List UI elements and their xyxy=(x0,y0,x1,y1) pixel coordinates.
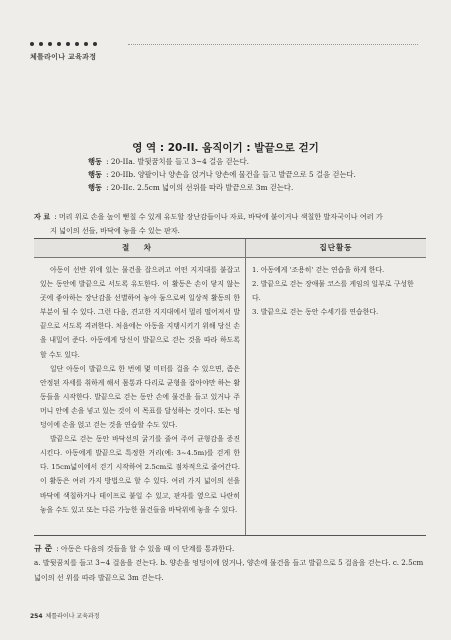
header-divider xyxy=(128,44,418,45)
behavior-item xyxy=(88,181,356,194)
behavior-text: : 20-IIb. 양팔이나 양손을 얹거나 양손에 물건을 들고 발끝으로 5 걸음 걷는다. xyxy=(106,170,356,179)
criteria-intro: : 아동은 다음의 것들을 할 수 있을 때 이 단계를 통과한다. xyxy=(56,544,235,553)
group-activity-item: 2. 발끝으로 걷는 장애물 코스를 게임의 일부로 구성한다. xyxy=(252,280,414,303)
behavior-label: 행동 xyxy=(88,183,103,192)
activity-table xyxy=(34,238,426,536)
behavior-label: 행동 xyxy=(88,157,103,166)
group-activity-list xyxy=(252,263,422,319)
materials-text-line1: : 머리 위로 손을 높이 뻗칠 수 있게 유도할 장난감들이나 자료, 바닥에 붙이거나 색칠한 발자국이나 여러 가 xyxy=(54,212,383,221)
group-activity-item: 3. 발끝으로 걷는 동안 수세기를 연습한다. xyxy=(252,308,379,317)
materials-label: 자 료 xyxy=(34,212,51,221)
page-footer xyxy=(30,611,100,620)
column-divider xyxy=(245,257,246,535)
group-activity-column-header: 집단활동 xyxy=(246,239,426,258)
materials-text-line2: 지 넓이의 선들, 바닥에 놓을 수 있는 판자. xyxy=(50,226,180,235)
materials-section xyxy=(34,210,426,238)
procedure-paragraph: 일단 아동이 발끝으로 한 번에 몇 미터를 걸을 수 있으면, 좀은 안정된 자세를 취하게 해서 몸통과 다리로 균형을 잡아야만 하는 활동들을 시작한다. 발끝으로 걷는 동안 손에 물건을 들고 있거나 주머니 안에 손을 넣고 있는 것이 이 목표를 달성하는 것이다. 또는 엉덩이에 손을 얹고 걷는 것을 연습할 수도 있다. xyxy=(40,364,240,430)
running-header: 체틀라이나 교육과정 xyxy=(30,53,97,61)
behavior-text: : 20-IIa. 발뒷꿈치를 들고 3~4 걸음 걷는다. xyxy=(106,157,249,166)
behavior-item xyxy=(88,168,356,181)
procedure-text xyxy=(40,263,240,517)
criteria-label: 규 준 xyxy=(34,544,53,553)
procedure-column-header: 절 차 xyxy=(34,239,246,258)
group-activity-item: 1. 아동에게 '조용히' 걷는 연습을 하게 한다. xyxy=(252,266,385,274)
behavior-text: : 20-IIc. 2.5cm 넓이의 선위를 따라 발끝으로 3m 걷는다. xyxy=(106,183,294,192)
area-title: 영 역 : 20-II. 움직이기 : 발끝으로 걷기 xyxy=(132,142,319,154)
header-dots xyxy=(30,42,97,46)
criteria-section xyxy=(34,542,426,585)
behavior-label: 행동 xyxy=(88,170,103,179)
procedure-paragraph: 아동이 선반 위에 있는 물건을 잡으려고 어떤 지지대를 붙잡고 있는 동안에 발끝으로 서도록 유도한다. 이 활동은 손이 닿지 않는 곳에 좋아하는 장난감을 선별하여 놓아 둠으로써 일상적 활동의 한 부분이 될 수 있다. 그런 다음, 견고한 지지대에서 멀리 떨어져서 발끝으로 서도록 격려한다. 처음에는 아동을 지탱시키기 위해 당신 손을 내밀어 준다. 아동에게 당신이 발끝으로 걷는 것을 따라 하도록 할 수도 있다. xyxy=(40,266,240,359)
procedure-paragraph: 발끝으로 걷는 동안 바닥선의 굵기를 줄여 주어 균형감을 증진시킨다. 아동에게 발끝으로 특정한 거리(예: 3~4.5m)를 걷게 한다. 15cm넓이에서 걷기 시작하여 2.5cm로 점차적으로 줄여간다. 이 활동은 여러 가지 방법으로 할 수 있다. 여러 가지 넓이의 선을 바닥에 색칠하거나 테이프로 붙일 수 있고, 판자를 옆으로 나란히 놓을 수도 있고 또는 다른 가능한 물건들을 바닥위에 놓을 수 있다. xyxy=(40,435,240,514)
criteria-items: a. 발뒷꿈치를 들고 3~4 걸음을 걷는다. b. 양손을 엉덩이에 얹거나, 양손에 물건을 들고 발끝으로 5 걸음을 걷는다. c. 2.5cm 넓이의 선 위를 따라 발끝으로 3m 걷는다. xyxy=(34,558,424,582)
page-number: 254 xyxy=(30,613,43,620)
footer-title: 체틀라이나 교육과정 xyxy=(45,613,100,620)
behavior-list xyxy=(88,155,356,194)
behavior-item xyxy=(88,155,356,168)
